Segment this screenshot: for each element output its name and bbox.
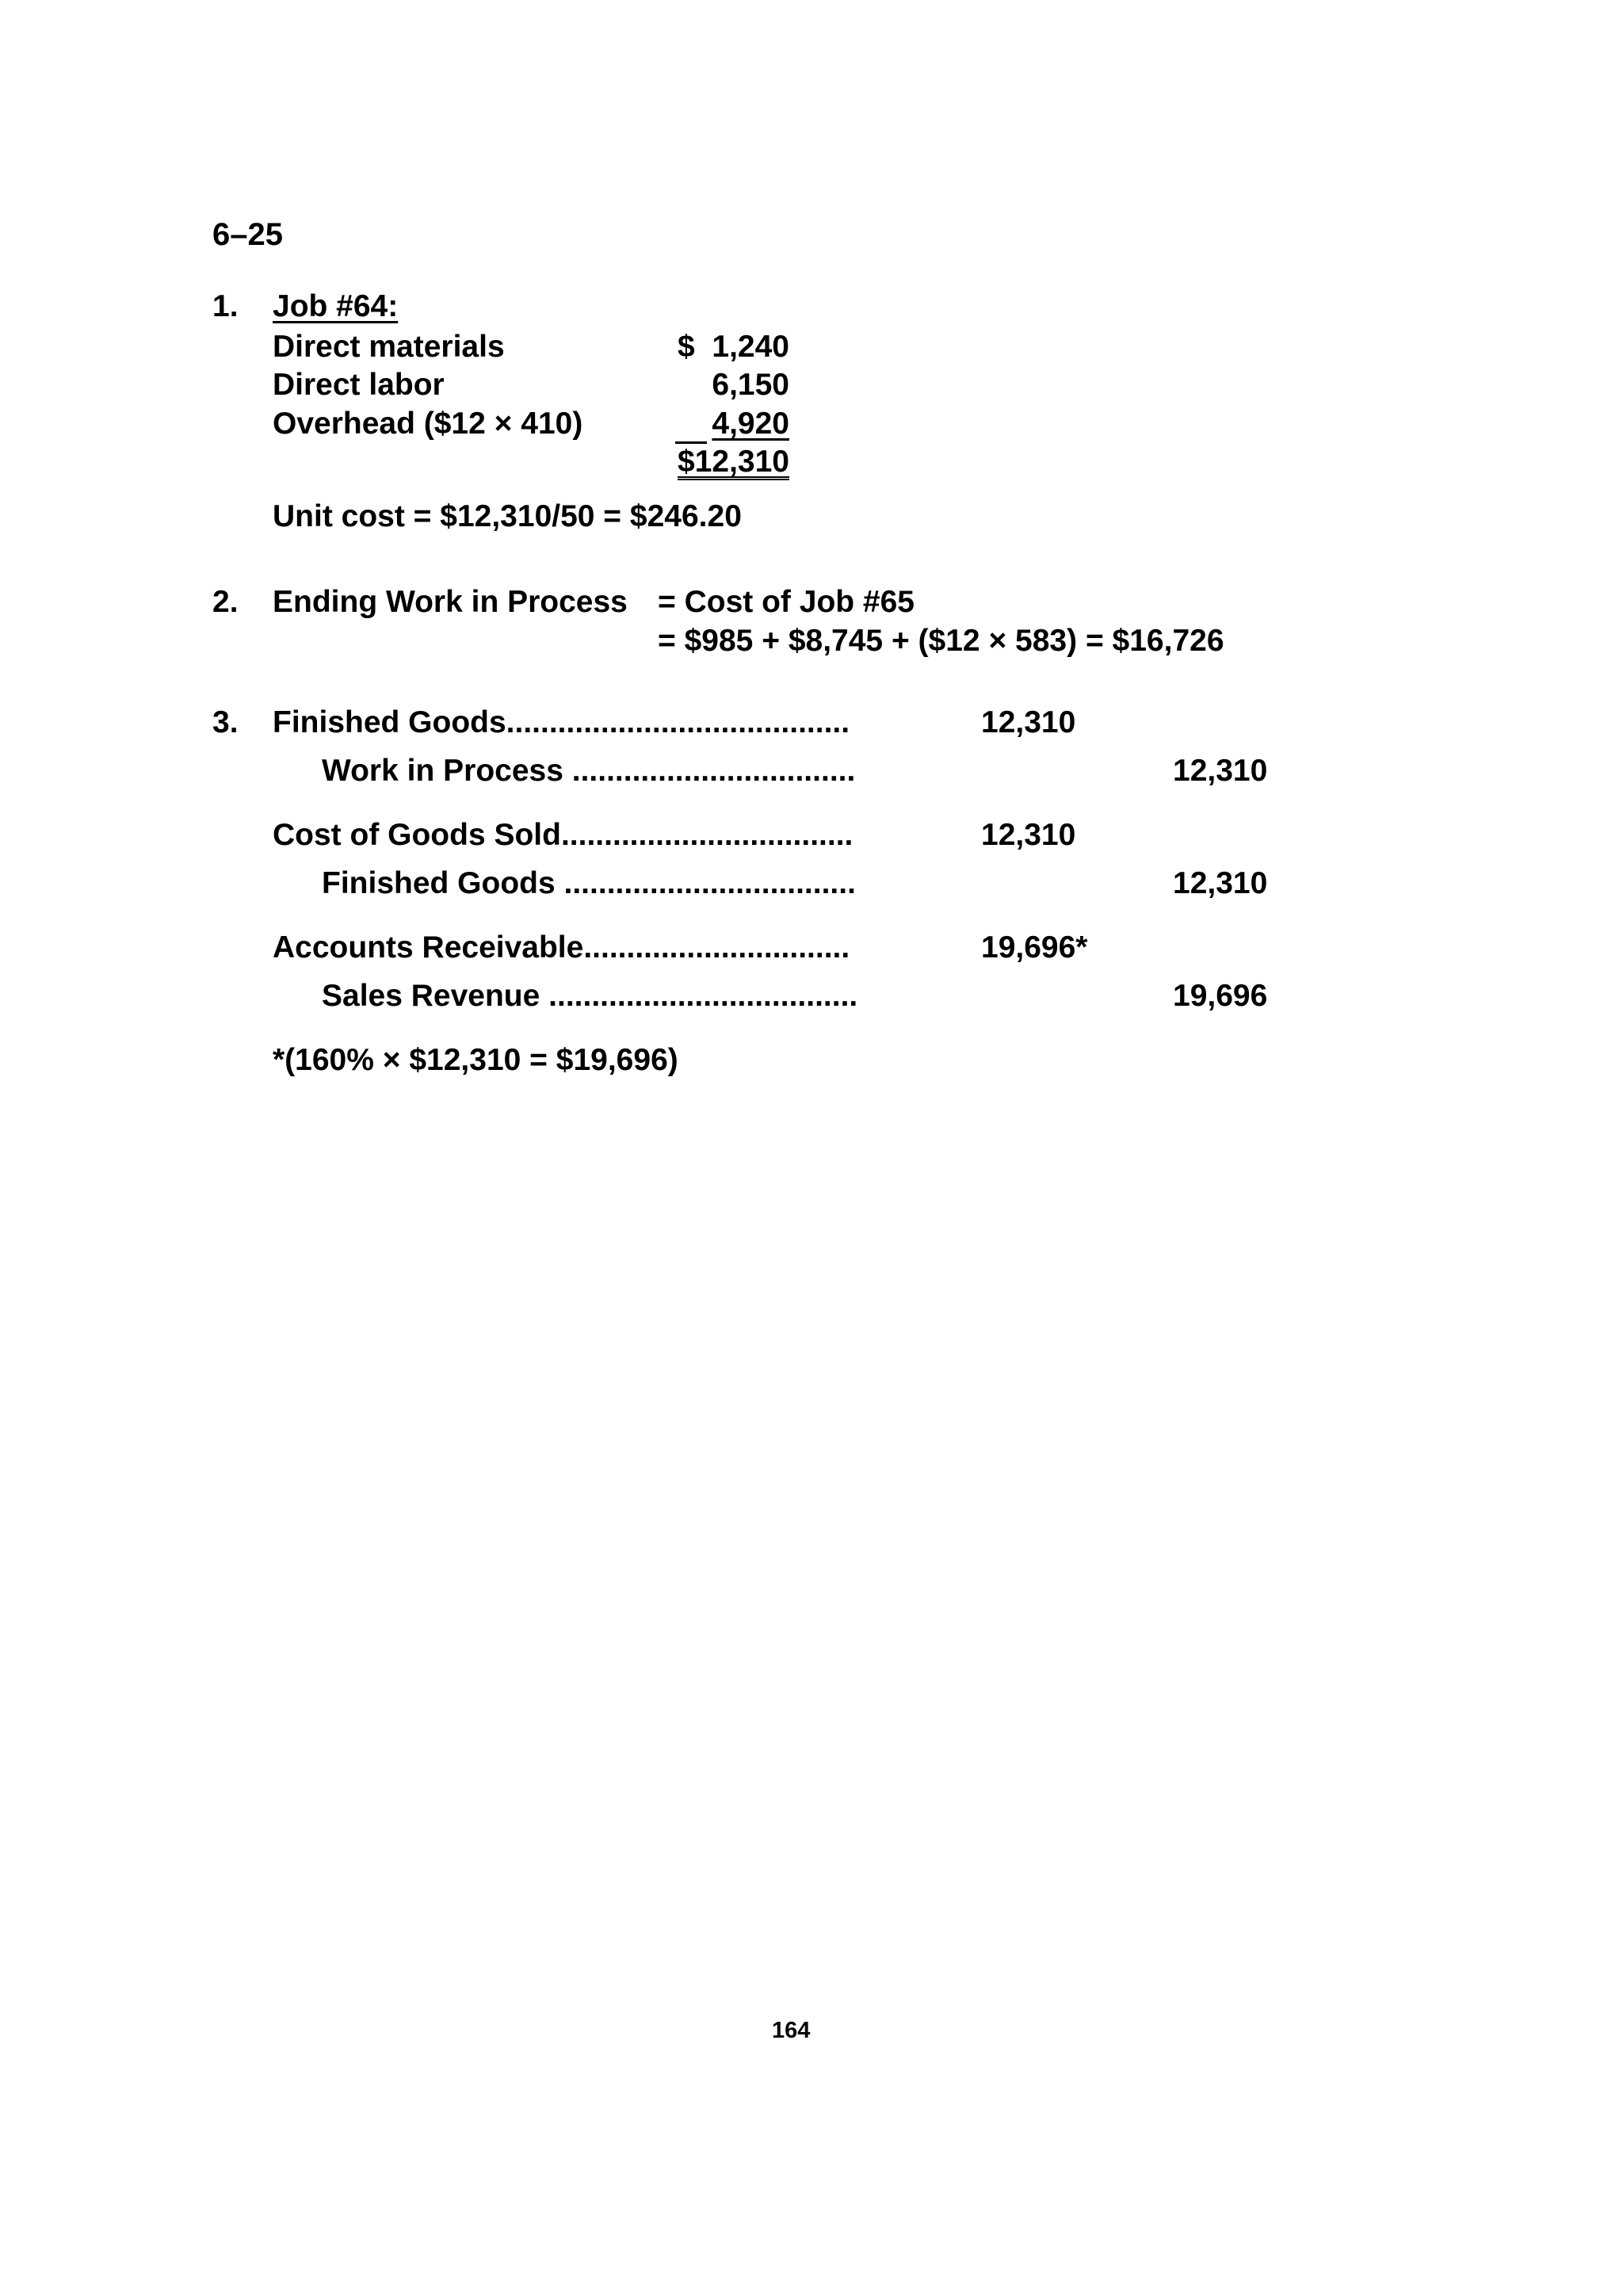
journal-debit-amount: 12,310 <box>981 705 1076 739</box>
journal-credit-amount: 12,310 <box>1173 754 1268 788</box>
part1-row-value: $ 1,240 <box>678 330 789 364</box>
part2-label: Ending Work in Process <box>273 585 628 619</box>
journal-debit-amount: 19,696* <box>981 930 1088 965</box>
part1-heading: Job #64: <box>273 289 399 323</box>
part2-line2: = $985 + $8,745 + ($12 × 583) = $16,726 <box>658 624 1224 658</box>
part2-number: 2. <box>212 585 239 619</box>
journal-debit-account: Finished Goods........................................ <box>273 705 850 739</box>
page-number: 164 <box>772 2018 811 2043</box>
journal-credit-account: Sales Revenue .................................... <box>322 979 858 1013</box>
journal-debit-amount: 12,310 <box>981 818 1076 852</box>
part1-total: $12,310 <box>678 445 789 479</box>
part1-row-label: Direct labor <box>273 368 445 402</box>
part1-row-value: 6,150 <box>712 368 789 402</box>
part1-row-label: Overhead ($12 × 410) <box>273 407 583 441</box>
journal-credit-amount: 12,310 <box>1173 866 1268 900</box>
footnote: *(160% × $12,310 = $19,696) <box>273 1043 678 1077</box>
journal-debit-account: Cost of Goods Sold.................................. <box>273 818 854 852</box>
part1-unit-cost: Unit cost = $12,310/50 = $246.20 <box>273 499 742 533</box>
problem-number: 6–25 <box>212 217 283 252</box>
journal-credit-account: Finished Goods .................................. <box>322 866 856 900</box>
journal-credit-amount: 19,696 <box>1173 979 1268 1013</box>
part3-number: 3. <box>212 705 239 739</box>
part1-number: 1. <box>212 289 239 323</box>
journal-credit-account: Work in Process ................................. <box>322 754 856 788</box>
part1-row-label: Direct materials <box>273 330 505 364</box>
journal-debit-account: Accounts Receivable............................... <box>273 930 850 965</box>
part2-line1: = Cost of Job #65 <box>658 585 915 619</box>
subtotal-rule-extension <box>675 441 707 444</box>
part1-row-value: 4,920 <box>712 407 789 441</box>
